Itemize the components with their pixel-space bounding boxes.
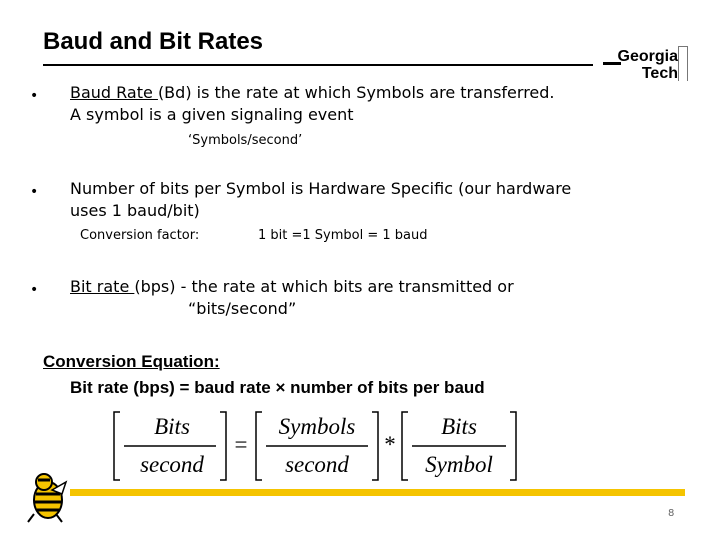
term-bit-rate: Bit rate xyxy=(70,277,135,296)
page-number: 8 xyxy=(668,508,675,519)
lhs-numerator: Bits xyxy=(154,414,190,439)
logo-word-tech: Tech xyxy=(641,65,678,82)
bullet-dot: • xyxy=(30,282,39,298)
symbols-per-second-note: ‘Symbols/second’ xyxy=(188,133,303,148)
equals-sign: = xyxy=(234,432,248,457)
bullet-baud-rate xyxy=(70,82,555,126)
rhs-numerator: Bits xyxy=(441,414,477,439)
buzz-mascot-icon xyxy=(22,470,70,525)
bits-per-symbol-line1: Number of bits per Symbol is Hardware Specific (our hardware xyxy=(70,179,572,198)
bracket-left-2 xyxy=(256,412,262,480)
lhs-denominator: second xyxy=(140,452,204,477)
mid-denominator: second xyxy=(285,452,349,477)
conversion-factor-value: 1 bit =1 Symbol = 1 baud xyxy=(258,228,428,243)
term-baud-rate: Baud Rate xyxy=(70,83,158,102)
bullet-bits-per-symbol xyxy=(70,178,571,222)
conversion-heading: Conversion Equation: xyxy=(43,352,220,371)
bits-per-second-note: “bits/second” xyxy=(188,299,297,318)
bullet-dot: • xyxy=(30,88,39,104)
conversion-factor-label: Conversion factor: xyxy=(80,228,200,243)
slide-title: Baud and Bit Rates xyxy=(43,28,264,55)
bracket-right-3 xyxy=(510,412,516,480)
title-divider xyxy=(43,64,593,66)
mid-numerator: Symbols xyxy=(278,414,356,439)
footer-accent-bar xyxy=(70,489,685,496)
tech-tower-icon xyxy=(678,46,688,81)
baud-rate-definition: (Bd) is the rate at which Symbols are transferred. xyxy=(157,83,555,102)
bullet-dot: • xyxy=(30,184,39,200)
multiply-sign: * xyxy=(384,432,396,457)
bracket-left-1 xyxy=(114,412,120,480)
conversion-equation-text: Bit rate (bps) = baud rate × number of bits per baud xyxy=(70,378,485,397)
bracket-right-2 xyxy=(372,412,378,480)
bracket-right-1 xyxy=(220,412,226,480)
conversion-formula xyxy=(110,408,530,484)
baud-rate-line2: A symbol is a given signaling event xyxy=(70,105,354,124)
bracket-left-3 xyxy=(402,412,408,480)
georgia-tech-logo xyxy=(600,44,690,84)
bits-per-symbol-line2: uses 1 baud/bit) xyxy=(70,201,200,220)
bit-rate-definition: (bps) - the rate at which bits are transmitted or xyxy=(134,277,514,296)
logo-word-georgia: Georgia xyxy=(617,48,678,65)
rhs-denominator: Symbol xyxy=(425,452,493,477)
bullet-bit-rate xyxy=(70,276,514,320)
